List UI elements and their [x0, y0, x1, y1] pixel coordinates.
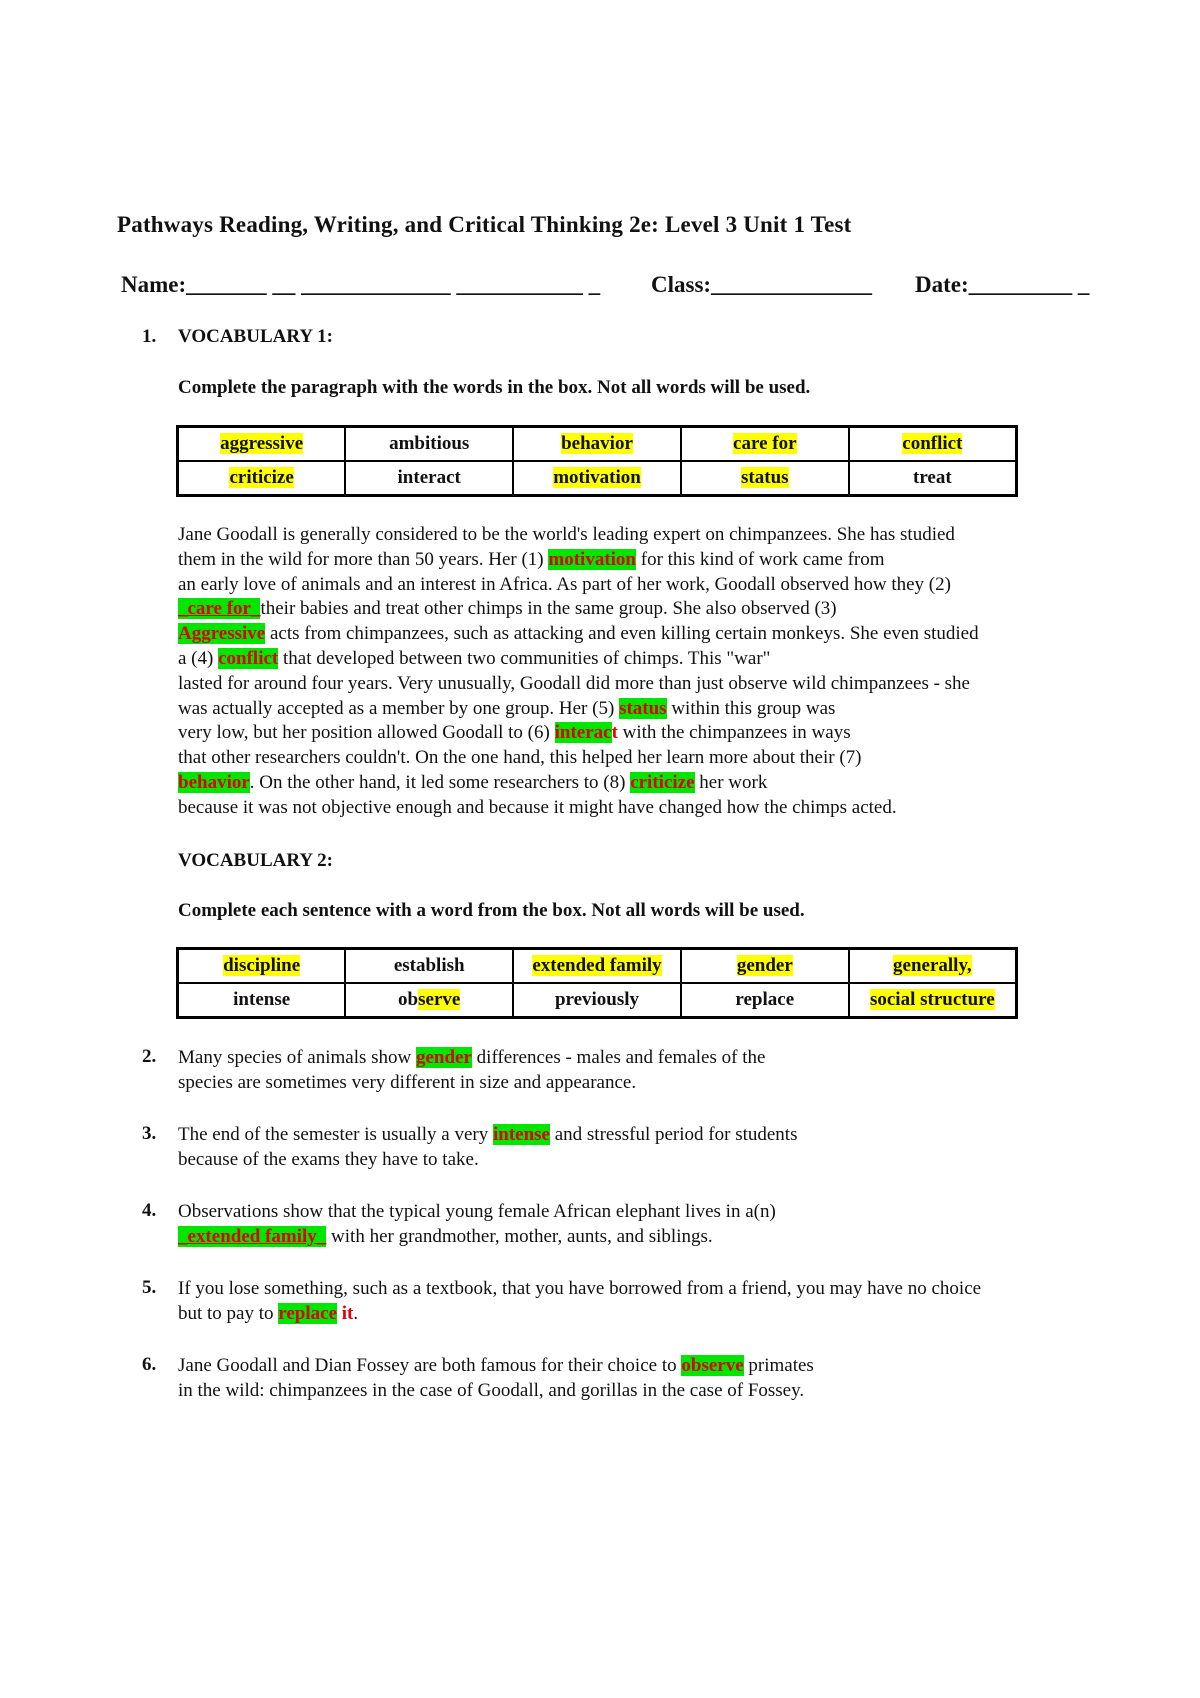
- answer-7: behavior: [178, 771, 250, 793]
- word-cell: interact: [345, 461, 513, 496]
- question-3: The end of the semester is usually a very intense and stressful period for students because of the exams they have to take.: [178, 1124, 798, 1170]
- answer-2: _care for_: [178, 598, 261, 620]
- instruction-vocab2: Complete each sentence with a word from the box. Not all words will be used.: [178, 900, 805, 921]
- answer-4: conflict: [218, 647, 279, 669]
- word-cell: replace: [681, 983, 849, 1018]
- question-number: 6.: [142, 1354, 157, 1375]
- word-cell: intense: [178, 983, 346, 1018]
- word-cell: discipline: [178, 949, 346, 984]
- reading-paragraph: [178, 523, 979, 821]
- paragraph-line: an early love of animals and an interest in Africa. As part of her work, Goodall observed how they (2): [178, 573, 951, 595]
- word-cell: observe: [345, 983, 513, 1018]
- date-field: Date:_________ _: [915, 272, 1090, 297]
- answer-q5: replace: [278, 1302, 338, 1324]
- answer-1: motivation: [548, 548, 636, 570]
- word-cell: treat: [849, 461, 1017, 496]
- paragraph-line: a (4) conflict that developed between two communities of chimps. This "war": [178, 647, 771, 669]
- word-cell: generally,: [849, 949, 1017, 984]
- question-number: 5.: [142, 1277, 157, 1298]
- word-cell: conflict: [849, 427, 1017, 462]
- word-cell: status: [681, 461, 849, 496]
- word-cell: gender: [681, 949, 849, 984]
- word-cell: behavior: [513, 427, 681, 462]
- paragraph-line: Jane Goodall is generally considered to be the world's leading expert on chimpanzees. She has studied: [178, 524, 955, 545]
- word-box-row: [178, 949, 1017, 984]
- paragraph-line: that other researchers couldn't. On the one hand, this helped her learn more about their (7): [178, 747, 862, 769]
- question-number: 1.: [142, 326, 157, 347]
- paragraph-line: behavior. On the other hand, it led some researchers to (8) criticize her work: [178, 771, 768, 793]
- paragraph-line: because it was not objective enough and because it might have changed how the chimps acted.: [178, 796, 897, 818]
- class-field: Class:______________: [651, 272, 873, 297]
- word-cell: establish: [345, 949, 513, 984]
- paragraph-line: lasted for around four years. Very unusually, Goodall did more than just observe wild chimpanzees - she: [178, 672, 970, 694]
- question-4: Observations show that the typical young female African elephant lives in a(n) _extended family_ with her grandmother, mother, aunts, and siblings.: [178, 1201, 776, 1247]
- paragraph-line: very low, but her position allowed Goodall to (6) interact with the chimpanzees in ways: [178, 722, 851, 744]
- word-cell: extended family: [513, 949, 681, 984]
- page-title: Pathways Reading, Writing, and Critical Thinking 2e: Level 3 Unit 1 Test: [117, 212, 852, 237]
- question-number: 3.: [142, 1123, 157, 1144]
- word-cell: aggressive: [178, 427, 346, 462]
- answer-6: interac: [554, 722, 612, 744]
- word-cell: previously: [513, 983, 681, 1018]
- paragraph-line: Aggressive acts from chimpanzees, such as attacking and even killing certain monkeys. She even studied: [178, 623, 979, 645]
- word-cell: motivation: [513, 461, 681, 496]
- section-heading-vocab1: VOCABULARY 1:: [178, 326, 333, 347]
- answer-q2: gender: [415, 1047, 472, 1068]
- word-cell: social structure: [849, 983, 1017, 1018]
- word-box-row: [178, 427, 1017, 462]
- word-cell: criticize: [178, 461, 346, 496]
- name-field: Name:_______ __ _____________ ___________ _: [121, 272, 601, 297]
- answer-q3: intense: [492, 1124, 550, 1145]
- word-cell: ambitious: [345, 427, 513, 462]
- instruction-vocab1: Complete the paragraph with the words in the box. Not all words will be used.: [178, 377, 811, 398]
- section-heading-vocab2: VOCABULARY 2:: [178, 850, 333, 871]
- answer-5: status: [619, 697, 667, 719]
- word-box-vocab2: [176, 947, 1018, 1019]
- question-number: 4.: [142, 1200, 157, 1221]
- paragraph-line: was actually accepted as a member by one group. Her (5) status within this group was: [178, 697, 836, 719]
- answer-3: Aggressive: [178, 623, 266, 645]
- question-2: Many species of animals show gender differences - males and females of the species are sometimes very different in size and appearance.: [178, 1047, 766, 1093]
- answer-q6: observe: [681, 1355, 744, 1376]
- word-box-vocab1: [176, 425, 1018, 497]
- question-number: 2.: [142, 1046, 157, 1067]
- word-box-row: [178, 983, 1017, 1018]
- question-5: If you lose something, such as a textbook, that you have borrowed from a friend, you may have no choice but to pay to replace it.: [178, 1278, 982, 1324]
- word-box-row: [178, 461, 1017, 496]
- word-cell: care for: [681, 427, 849, 462]
- question-6: Jane Goodall and Dian Fossey are both famous for their choice to observe primates in the wild: chimpanzees in the case of Goodall, and gorillas in the case of Fossey.: [178, 1355, 814, 1401]
- answer-q4: _extended family_: [178, 1225, 327, 1247]
- answer-8: criticize: [630, 771, 695, 793]
- paragraph-line: _care for_their babies and treat other chimps in the same group. She also observed (3): [178, 598, 837, 620]
- paragraph-line: them in the wild for more than 50 years. Her (1) motivation for this kind of work came from: [178, 548, 885, 570]
